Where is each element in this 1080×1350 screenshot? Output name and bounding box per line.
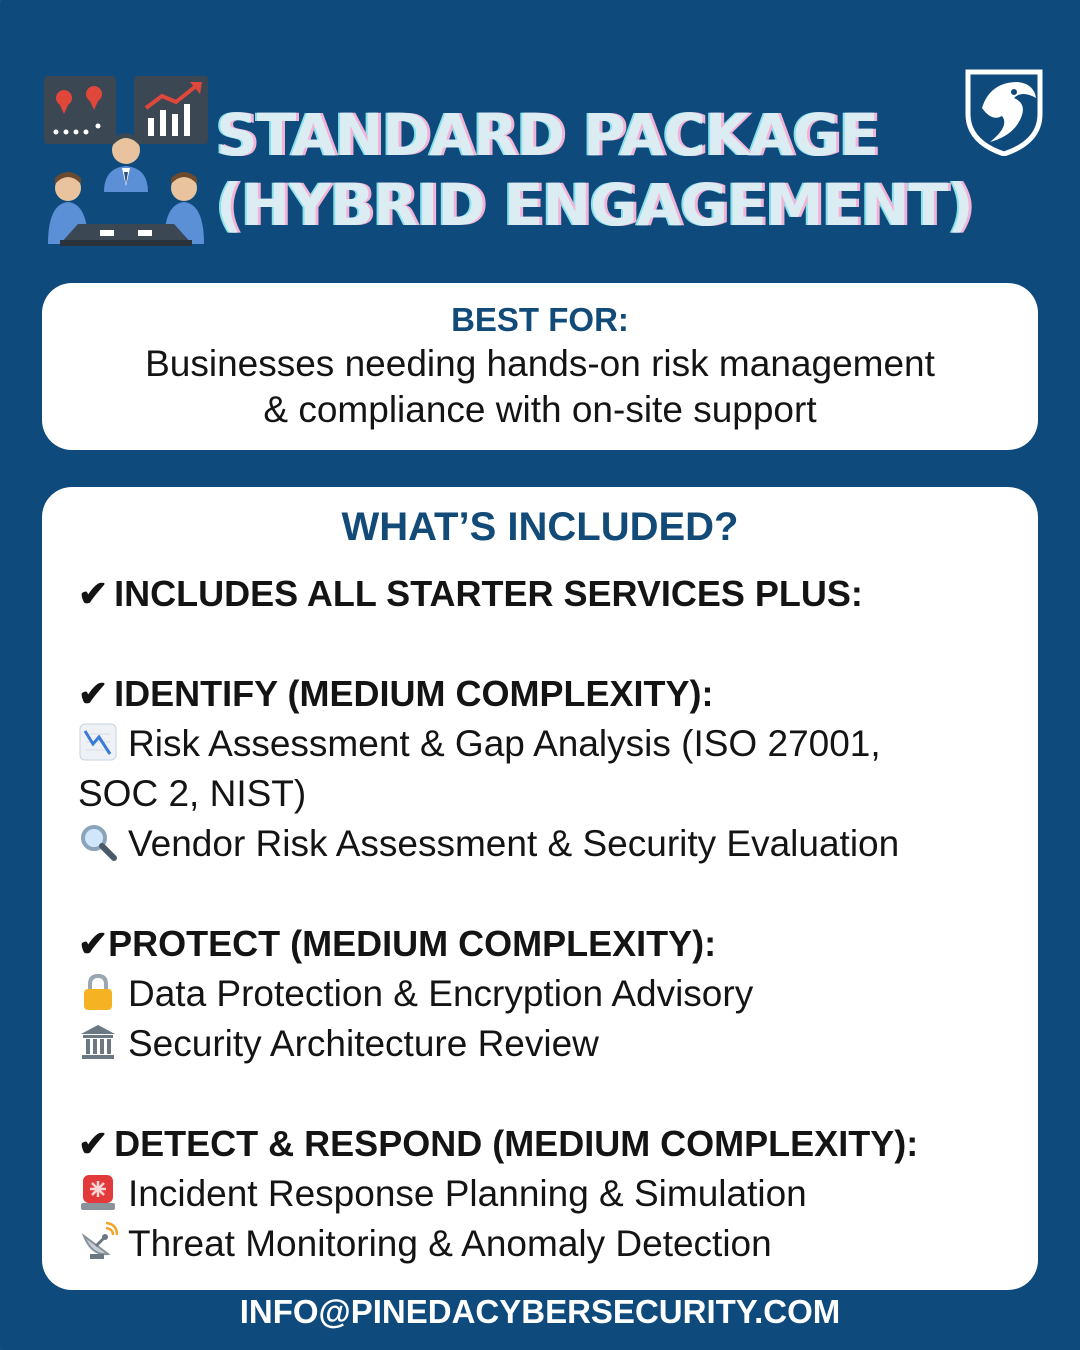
check-icon: ✔ (78, 573, 109, 614)
header (0, 0, 1080, 270)
best-for-line-1: Businesses needing hands-on risk management (145, 343, 935, 384)
check-icon: ✔ (78, 1123, 109, 1164)
page-title (216, 100, 973, 240)
list-item (78, 1019, 1018, 1069)
title-line-2: (HYBRID ENGAGEMENT) (216, 171, 973, 239)
contact-email[interactable]: INFO@PINEDACYBERSECURITY.COM (239, 1293, 841, 1330)
business-meeting-icon (42, 74, 212, 246)
detect-heading-text: DETECT & RESPOND (MEDIUM COMPLEXITY): (114, 1123, 919, 1164)
list-item-continued (78, 769, 1018, 819)
protect-item-2-text: Security Architecture Review (128, 1023, 599, 1064)
detect-heading (78, 1119, 1018, 1169)
chart-decreasing-icon (78, 722, 118, 762)
identify-heading-text: IDENTIFY (MEDIUM COMPLEXITY): (114, 673, 714, 714)
protect-item-1-text: Data Protection & Encryption Advisory (128, 973, 754, 1014)
best-for-label: BEST FOR: (451, 301, 629, 338)
list-item (78, 719, 1018, 769)
title-line-1: STANDARD PACKAGE (216, 101, 878, 169)
identify-heading (78, 669, 1018, 719)
list-item (78, 1169, 1018, 1219)
protect-heading (78, 919, 1018, 969)
classical-building-icon (78, 1022, 118, 1062)
magnifying-glass-icon (78, 822, 118, 862)
best-for-card (42, 283, 1038, 450)
included-card (42, 487, 1038, 1290)
best-for-line-2: & compliance with on-site support (263, 389, 817, 430)
included-title: WHAT’S INCLUDED? (341, 505, 739, 549)
identify-item-1-text: Risk Assessment & Gap Analysis (ISO 27001, (128, 723, 881, 764)
check-icon: ✔ (78, 673, 109, 714)
protect-heading-text: PROTECT (MEDIUM COMPLEXITY): (108, 923, 717, 964)
detect-item-2-text: Threat Monitoring & Anomaly Detection (128, 1223, 772, 1264)
check-icon: ✔ (78, 923, 109, 964)
list-item (78, 969, 1018, 1019)
detect-item-1-text: Incident Response Planning & Simulation (128, 1173, 807, 1214)
included-list (78, 569, 1018, 1269)
siren-light-icon (78, 1172, 118, 1212)
identify-item-1-text-cont: SOC 2, NIST) (78, 773, 307, 814)
list-item (78, 819, 1018, 869)
eagle-shield-logo (962, 64, 1046, 156)
lock-icon (78, 972, 118, 1012)
starter-heading-text: INCLUDES ALL STARTER SERVICES PLUS: (114, 573, 863, 614)
starter-heading (78, 569, 1018, 619)
best-for-description (42, 341, 1038, 433)
satellite-antenna-icon (78, 1222, 118, 1262)
list-item (78, 1219, 1018, 1269)
identify-item-2-text: Vendor Risk Assessment & Security Evaluation (128, 823, 900, 864)
